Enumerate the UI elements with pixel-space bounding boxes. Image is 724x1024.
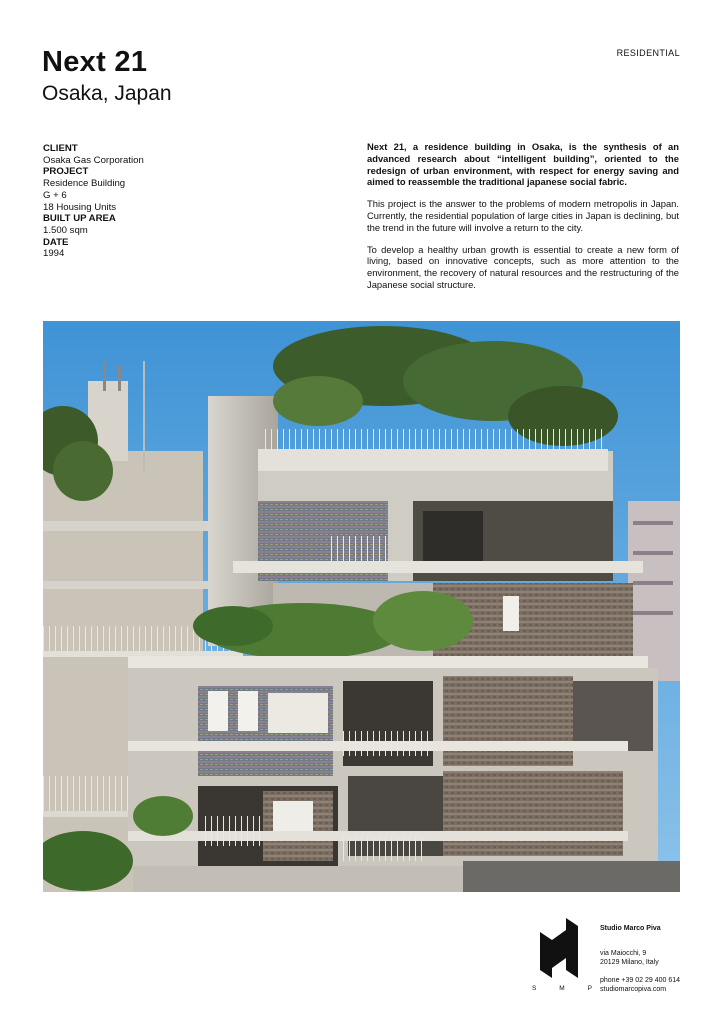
studio-info: [600, 924, 680, 994]
studio-name: Studio Marco Piva: [600, 925, 661, 932]
category-label: RESIDENTIAL: [616, 48, 680, 58]
project-title: Next 21: [42, 46, 148, 78]
date-label: DATE: [43, 236, 69, 248]
area-label: BUILT UP AREA: [43, 213, 116, 225]
logo-letter-p: P: [587, 985, 592, 992]
project-floors: G + 6: [43, 189, 67, 201]
studio-address: [600, 949, 680, 967]
description-lead: Next 21, a residence building in Osaka, is the synthesis of an advanced research about “intelligent building”, oriented to the redesign of urban environment, with respect for energy saving and aimed to reassemble the traditional japanese social fabric.: [367, 141, 679, 188]
date-value: 1994: [43, 248, 65, 260]
smp-logo-mark: [538, 918, 580, 980]
logo-letter-s: S: [532, 985, 537, 992]
project-type: Residence Building: [43, 178, 126, 190]
address-line-1: via Maiocchi, 9: [600, 950, 647, 957]
project-label: PROJECT: [43, 166, 89, 178]
description-paragraph-2: To develop a healthy urban growth is essential to create a new form of living, based on innovative concepts, such as more attention to the environment, the recovery of natural resources and the restructuring of the Japanese social structure.: [367, 243, 679, 290]
logo-letter-m: M: [559, 985, 565, 992]
project-specs: [43, 143, 144, 260]
client-value: Osaka Gas Corporation: [43, 154, 144, 166]
client-label: CLIENT: [43, 143, 78, 154]
studio-website[interactable]: studiomarcopiva.com: [600, 986, 667, 993]
area-value: 1.500 sqm: [43, 224, 88, 236]
studio-contact: [600, 976, 680, 994]
project-description: [367, 141, 679, 301]
building-photo: [43, 321, 680, 892]
description-paragraph-1: This project is the answer to the problems of modern metropolis in Japan. Currently, the residential population of large cities in Japan is declining, but the trend in the future will involve a return to the city.: [367, 198, 679, 233]
project-location: Osaka, Japan: [42, 82, 172, 105]
studio-phone: phone +39 02 29 400 614: [600, 977, 680, 984]
project-units: 18 Housing Units: [43, 201, 117, 213]
address-line-2: 20129 Milano, Italy: [600, 959, 659, 966]
logo-letters: [532, 985, 592, 992]
